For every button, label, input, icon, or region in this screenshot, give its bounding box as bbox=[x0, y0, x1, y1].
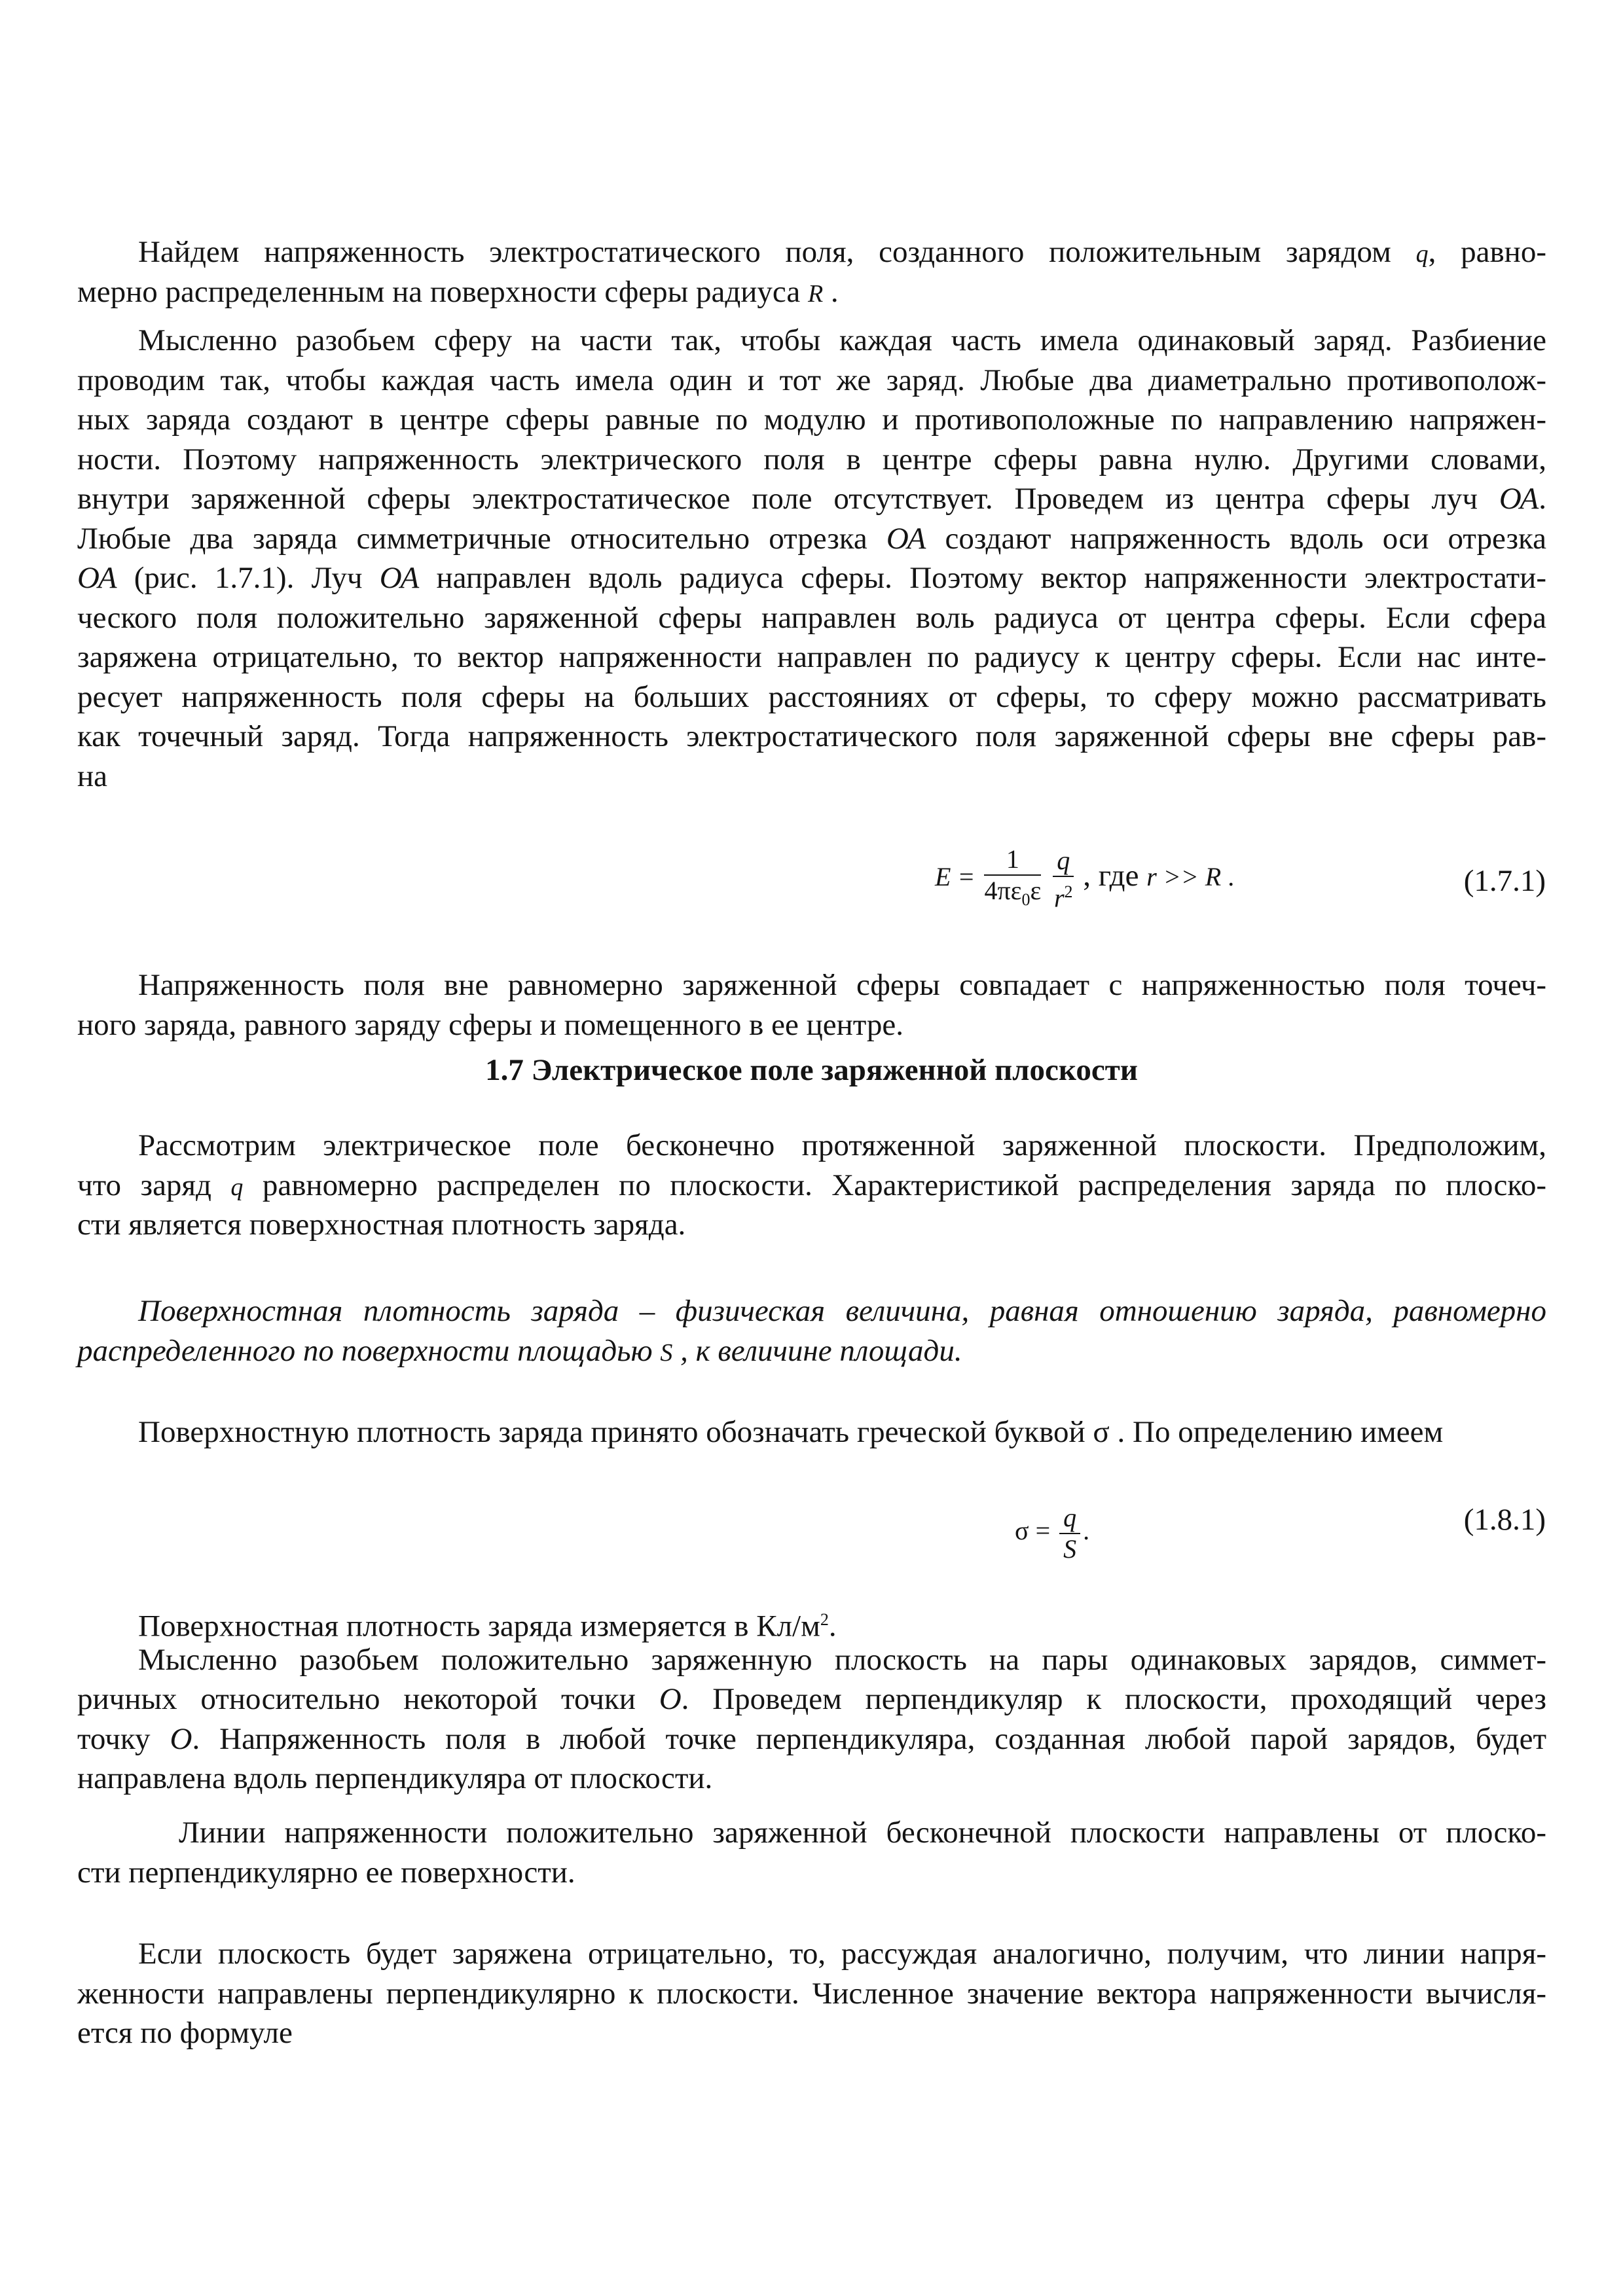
text-line: заряжена отрицательно, то вектор напряженности направлен по радиусу к центру сферы. Если нас инте- bbox=[77, 640, 1546, 674]
text-line: женности направлены перпендикулярно к плоскости. Численное значение вектора напряженности вычисля- bbox=[77, 1976, 1546, 2011]
text-line: ресует напряженность поля сферы на больших расстояниях от сферы, то сферу можно рассматривать bbox=[77, 679, 1546, 714]
text-line: точку О. Напряженность поля в любой точке перпендикуляра, созданная любой парой зарядов, будет bbox=[77, 1721, 1546, 1756]
text-line: Напряженность поля вне равномерно заряженной сферы совпадает с напряженностью поля точеч- bbox=[138, 968, 1546, 1002]
text-line: мерно распределенным на поверхности сферы радиуса R . bbox=[77, 274, 839, 309]
paragraph-sphere-field bbox=[77, 321, 1546, 796]
text-line: ется по формуле bbox=[77, 2016, 293, 2050]
paragraph-sphere-intro bbox=[77, 232, 1546, 312]
text-line: Линии напряженности положительно заряженной бесконечной плоскости направлены от плоско- bbox=[179, 1816, 1546, 1850]
paragraph-field-lines bbox=[77, 1813, 1546, 1892]
text-line: сти перпендикулярно ее поверхности. bbox=[77, 1855, 575, 1890]
paragraph-plane-intro bbox=[77, 1126, 1546, 1245]
text-line: ных заряда создают в центре сферы равные по модулю и противоположные по направлению напряжен- bbox=[77, 403, 1546, 437]
text-line: на bbox=[77, 759, 108, 793]
fraction: $\frac{q}{r^2}$ bbox=[1053, 846, 1073, 913]
text-line: внутри заряженной сферы электростатическое поле отсутствует. Проведем из центра сферы луч ОА. bbox=[77, 482, 1546, 516]
text-line: Поверхностная плотность заряда измеряется в $Кл/м^2$. bbox=[138, 1609, 837, 1643]
text-line: Если плоскость будет заряжена отрицательно, то, рассуждая аналогично, получим, что линии напря- bbox=[138, 1937, 1546, 1971]
text-line: что заряд q равномерно распределен по плоскости. Характеристикой распределения заряда по плоско- bbox=[77, 1168, 1547, 1202]
paragraph-point-charge bbox=[77, 965, 1546, 1045]
text-line: ричных относительно некоторой точки О. Проведем перпендикуляр к плоскости, проходящий через bbox=[77, 1682, 1547, 1716]
text-line: ного заряда, равного заряду сферы и помещенного в ее центре. bbox=[77, 1007, 903, 1042]
text-line: ОА (рис. 1.7.1). Луч ОА направлен вдоль радиуса сферы. Поэтому вектор напряженности электростати- bbox=[77, 561, 1546, 595]
section-heading: 1.7 Электрическое поле заряженной плоскости bbox=[485, 1053, 1138, 1087]
definition-surface-density bbox=[77, 1291, 1546, 1371]
paragraph-plane-field bbox=[77, 1600, 1546, 1799]
fraction: $\frac{q}{S}$ bbox=[1059, 1503, 1080, 1564]
text-line: Любые два заряда симметричные относительно отрезка ОА создают напряженность вдоль оси отрезка bbox=[77, 521, 1546, 556]
equation-number: (1.8.1) bbox=[1463, 1503, 1546, 1537]
formula-surface-density: σ = $\frac{q}{S}$ . bbox=[1015, 1503, 1090, 1564]
text-line: Мысленно разобьем положительно заряженную плоскость на пары одинаковых зарядов, симмет- bbox=[138, 1642, 1546, 1677]
text-line: проводим так, чтобы каждая часть имела один и тот же заряд. Любые два диаметрально противополож- bbox=[77, 363, 1546, 397]
text-line: сти является поверхностная плотность заряда. bbox=[77, 1208, 686, 1242]
text-line: ческого поля положительно заряженной сферы направлен воль радиуса от центра сферы. Если сфера bbox=[77, 600, 1546, 635]
text-line: Найдем напряженность электростатического поля, созданного положительным зарядом q, равно- bbox=[138, 235, 1546, 269]
text-line: как точечный заряд. Тогда напряженность электростатического поля заряженной сферы вне сферы рав- bbox=[77, 719, 1546, 753]
formula-sphere-field: E = $\frac{1}{4\pi\varepsilon_0\varepsilon}$ $\frac{q}{r^2}$ , где r >> R . bbox=[935, 844, 1234, 915]
fraction: $\frac{1}{4\pi\varepsilon_0\varepsilon}$ bbox=[984, 844, 1042, 909]
equation-number: (1.7.1) bbox=[1463, 864, 1546, 898]
text-line: Поверхностная плотность заряда – физическая величина, равная отношению заряда, равномерно bbox=[138, 1294, 1546, 1328]
text-line: направлена вдоль перпендикуляра от плоскости. bbox=[77, 1761, 713, 1795]
paragraph-sigma bbox=[77, 1412, 1546, 1452]
text-line: Рассмотрим электрическое поле бесконечно протяженной заряженной плоскости. Предположим, bbox=[138, 1128, 1546, 1162]
text-line: Поверхностную плотность заряда принято обозначать греческой буквой σ . По определению имеем bbox=[138, 1415, 1444, 1449]
text-line: Мысленно разобьем сферу на части так, чтобы каждая часть имела одинаковый заряд. Разбиение bbox=[138, 323, 1546, 357]
text-line: ности. Поэтому напряженность электрического поля в центре сферы равна нулю. Другими словами, bbox=[77, 442, 1546, 476]
text-line: распределенного по поверхности площадью S , к величине площади. bbox=[77, 1333, 962, 1368]
paragraph-negative-plane bbox=[77, 1934, 1546, 2053]
